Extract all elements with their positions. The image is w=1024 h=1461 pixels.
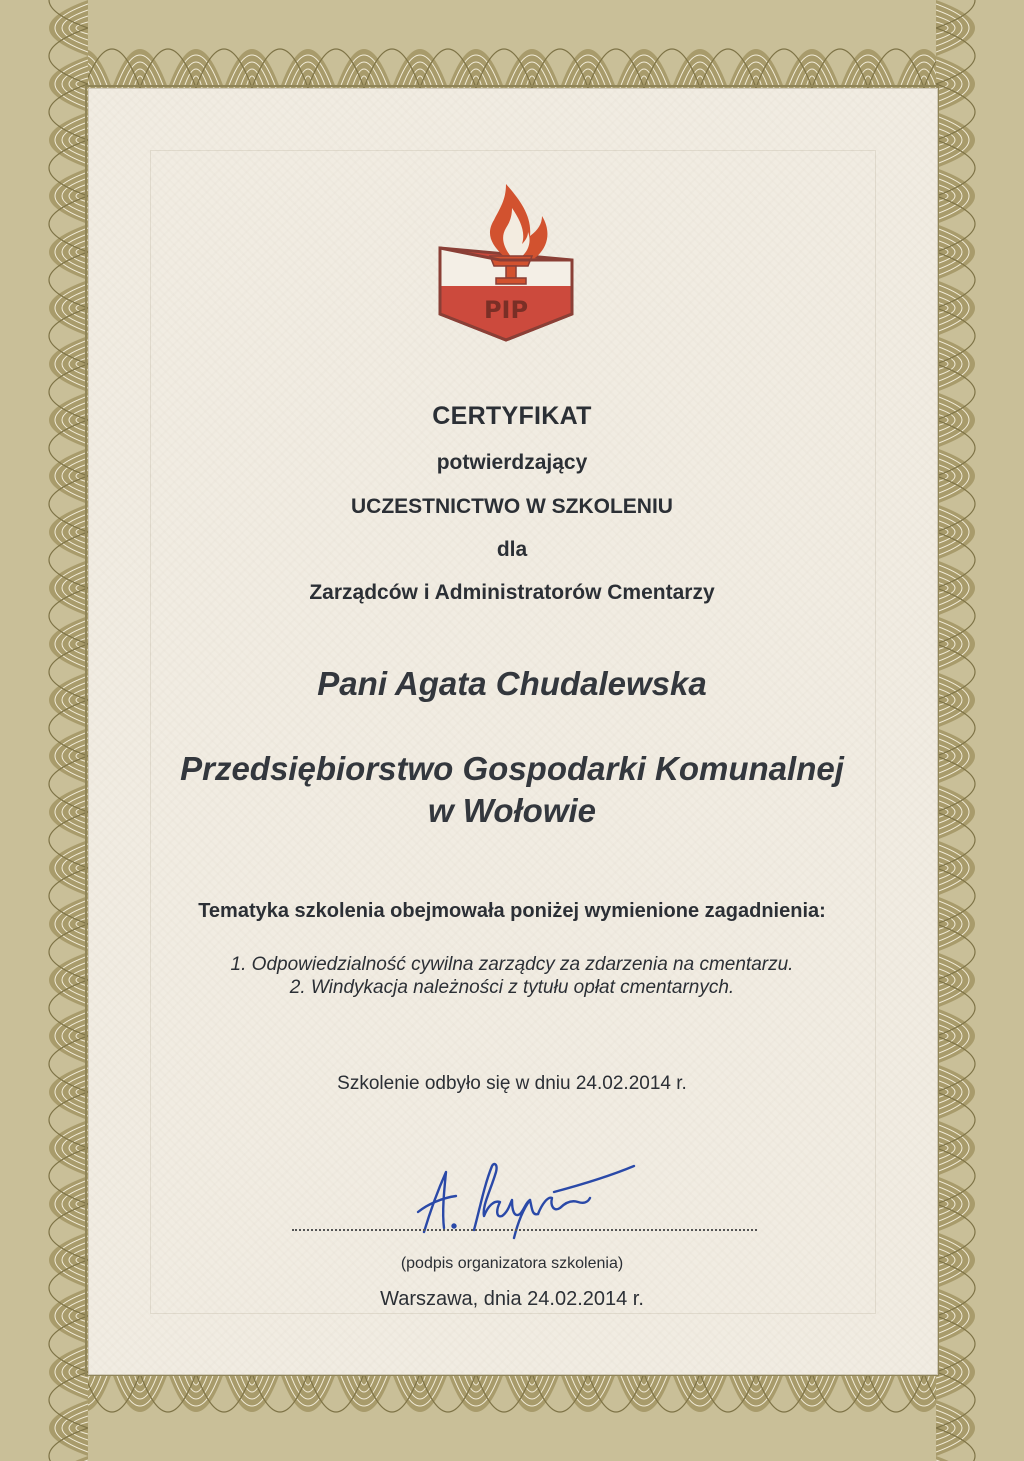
for-line: dla — [496, 538, 528, 561]
company-name — [90, 748, 934, 832]
certificate-title: CERTYFIKAT — [432, 402, 592, 430]
topic-item: 1. Odpowiedzialność cywilna zarządcy za zdarzenia na cmentarzu. — [230, 954, 794, 975]
pip-logo — [436, 178, 576, 342]
place-and-date: Warszawa, dnia 24.02.2014 r. — [380, 1288, 644, 1310]
company-line-2: w Wołowie — [427, 792, 597, 829]
training-date: Szkolenie odbyło się w dniu 24.02.2014 r. — [337, 1073, 687, 1094]
topic-item: 2. Windykacja należności z tytułu opłat cmentarnych. — [289, 977, 735, 998]
participation-line: UCZESTNICTWO W SZKOLENIU — [351, 495, 673, 518]
topics-heading: Tematyka szkolenia obejmowała poniżej wymienione zagadnienia: — [198, 900, 826, 922]
signature-line — [292, 1225, 757, 1231]
audience-line: Zarządców i Administratorów Cmentarzy — [309, 581, 715, 604]
signature-caption: (podpis organizatora szkolenia) — [400, 1255, 624, 1272]
topics-list — [90, 953, 934, 999]
subtitle: potwierdzający — [436, 451, 588, 474]
company-line-1: Przedsiębiorstwo Gospodarki Komunalnej — [180, 750, 844, 787]
participant-name: Pani Agata Chudalewska — [317, 665, 707, 702]
logo-text: PIP — [483, 296, 529, 324]
